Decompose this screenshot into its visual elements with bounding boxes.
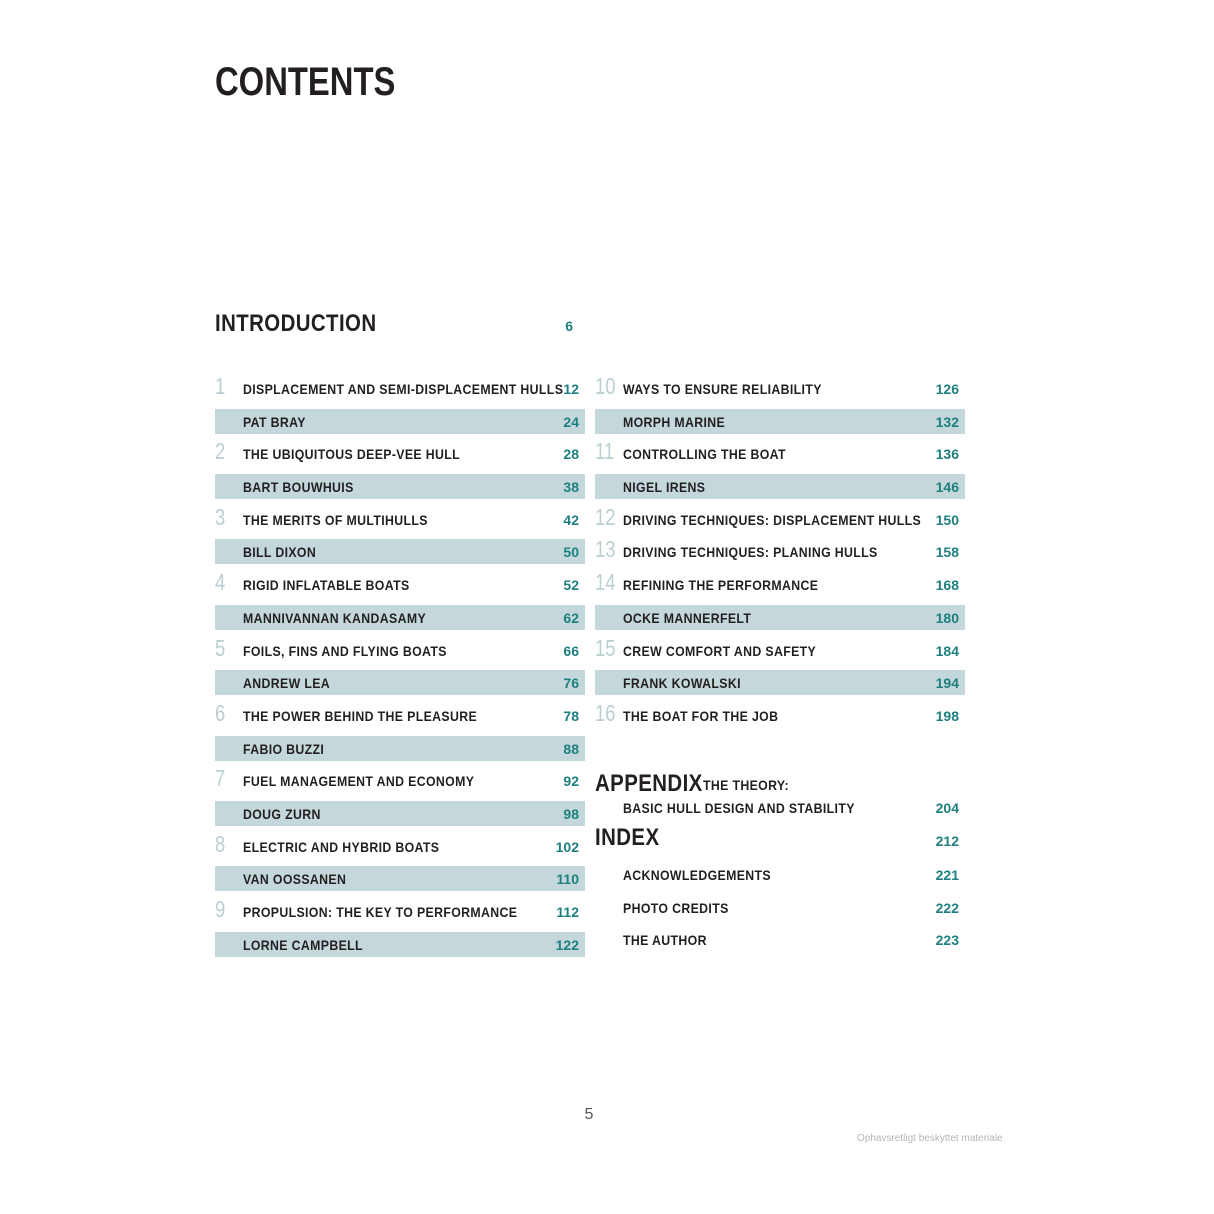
entry-page-number: 150 [935, 511, 959, 528]
toc-entry-chapter[interactable] [215, 830, 585, 859]
toc-entry-speaker[interactable] [595, 605, 965, 630]
entry-page-number: 184 [935, 642, 959, 659]
entry-label: THE BOAT FOR THE JOB [623, 707, 779, 724]
entry-label: ELECTRIC AND HYBRID BOATS [243, 838, 440, 855]
toc-entry-speaker[interactable] [215, 736, 585, 761]
toc-entry-chapter[interactable] [595, 536, 965, 564]
entry-page-number: 110 [556, 871, 579, 888]
entry-label: DRIVING TECHNIQUES: DISPLACEMENT HULLS [623, 511, 922, 528]
entry-label: DOUG ZURN [243, 805, 321, 822]
toc-entry-chapter[interactable] [595, 438, 965, 466]
chapter-number: 7 [215, 765, 226, 792]
index-label: INDEX [595, 824, 660, 851]
entry-page-number: 146 [935, 479, 959, 496]
chapter-number: 12 [595, 503, 616, 530]
toc-entry-speaker[interactable] [595, 670, 965, 695]
entry-label: FOILS, FINS AND FLYING BOATS [243, 642, 447, 659]
entry-page-number: 12 [563, 381, 579, 397]
appendix-sub-label: THE THEORY: [703, 777, 790, 793]
toc-entry-speaker[interactable] [215, 474, 585, 499]
toc-entry-chapter[interactable] [215, 699, 585, 728]
entry-page-number: 126 [935, 381, 959, 397]
chapter-number: 3 [215, 503, 226, 530]
entry-page-number: 52 [563, 577, 579, 594]
entry-label: FABIO BUZZI [243, 740, 325, 757]
toc-back-matter [595, 862, 965, 960]
toc-entry-chapter[interactable] [215, 634, 585, 663]
entry-label: REFINING THE PERFORMANCE [623, 577, 819, 594]
chapter-number: 6 [215, 699, 226, 726]
entry-page-number: 136 [935, 446, 959, 463]
appendix-page-number: 204 [935, 800, 959, 816]
chapter-number: 11 [595, 438, 615, 465]
toc-entry-chapter[interactable] [595, 569, 965, 597]
chapter-number: 4 [215, 569, 226, 596]
entry-label: BILL DIXON [243, 544, 317, 561]
entry-label: BART BOUWHUIS [243, 479, 354, 496]
toc-entry-speaker[interactable] [215, 670, 585, 695]
entry-page-number: 180 [935, 609, 959, 626]
chapter-number: 15 [595, 634, 616, 661]
toc-entry-speaker[interactable] [595, 409, 965, 434]
chapter-number: 5 [215, 634, 226, 661]
introduction-label: INTRODUCTION [215, 310, 377, 337]
toc-entry-chapter[interactable] [595, 699, 965, 728]
page-title: CONTENTS [215, 60, 396, 104]
toc-entry-speaker[interactable] [215, 409, 585, 434]
page-number: 5 [584, 1106, 594, 1123]
entry-page-number: 28 [563, 446, 579, 463]
toc-entry-chapter[interactable] [595, 862, 965, 887]
toc-entry-speaker[interactable] [215, 539, 585, 564]
appendix-sub-label-2: BASIC HULL DESIGN AND STABILITY [623, 800, 855, 816]
entry-page-number: 98 [563, 805, 579, 822]
chapter-number: 16 [595, 699, 616, 726]
entry-label: THE MERITS OF MULTIHULLS [243, 511, 428, 528]
entry-label: LORNE CAMPBELL [243, 936, 363, 953]
entry-page-number: 76 [563, 675, 579, 692]
entry-label: PAT BRAY [243, 413, 306, 430]
entry-label: RIGID INFLATABLE BOATS [243, 577, 410, 594]
toc-entry-index[interactable] [595, 824, 965, 854]
entry-page-number: 223 [935, 932, 959, 949]
entry-page-number: 42 [563, 511, 579, 528]
entry-page-number: 102 [555, 838, 579, 855]
chapter-number: 2 [215, 438, 226, 465]
entry-page-number: 194 [935, 675, 959, 692]
entry-page-number: 122 [555, 936, 579, 953]
toc-entry-chapter[interactable] [595, 373, 965, 401]
entry-label: THE UBIQUITOUS DEEP-VEE HULL [243, 446, 461, 463]
entry-label: PROPULSION: THE KEY TO PERFORMANCE [243, 904, 518, 920]
entry-label: THE POWER BEHIND THE PLEASURE [243, 707, 478, 724]
entry-page-number: 24 [563, 413, 579, 430]
introduction-page-number: 6 [565, 318, 573, 334]
entry-label: WAYS TO ENSURE RELIABILITY [623, 381, 822, 397]
entry-page-number: 66 [563, 642, 579, 659]
toc-left-column [215, 373, 585, 964]
entry-page-number: 198 [935, 707, 959, 724]
entry-page-number: 222 [935, 899, 959, 916]
entry-label: FUEL MANAGEMENT AND ECONOMY [243, 773, 475, 790]
chapter-number: 8 [215, 830, 226, 857]
toc-entry-chapter[interactable] [215, 765, 585, 793]
entry-label: DISPLACEMENT AND SEMI-DISPLACEMENT HULLS [243, 381, 564, 397]
toc-entry-introduction[interactable] [215, 308, 579, 342]
entry-page-number: 221 [935, 867, 959, 883]
entry-label: ANDREW LEA [243, 675, 331, 692]
watermark: Ophavsretligt beskyttet materiale [857, 1133, 1003, 1144]
entry-label: PHOTO CREDITS [623, 899, 729, 916]
chapter-number: 1 [215, 373, 226, 399]
toc-entry-speaker[interactable] [215, 801, 585, 826]
toc-entry-speaker[interactable] [215, 932, 585, 957]
entry-label: NIGEL IRENS [623, 479, 706, 496]
entry-label: OCKE MANNERFELT [623, 609, 752, 626]
entry-label: ACKNOWLEDGEMENTS [623, 867, 772, 883]
entry-page-number: 158 [935, 544, 959, 561]
toc-entry-chapter[interactable] [215, 503, 585, 532]
entry-label: FRANK KOWALSKI [623, 675, 741, 692]
entry-label: DRIVING TECHNIQUES: PLANING HULLS [623, 544, 878, 561]
entry-page-number: 112 [556, 904, 579, 920]
entry-label: CREW COMFORT AND SAFETY [623, 642, 817, 659]
entry-page-number: 50 [563, 544, 579, 561]
entry-page-number: 78 [563, 707, 579, 724]
toc-entry-speaker[interactable] [215, 605, 585, 630]
toc-entry-chapter[interactable] [215, 373, 585, 401]
entry-page-number: 38 [563, 479, 579, 496]
toc-entry-speaker[interactable] [215, 866, 585, 891]
chapter-number: 14 [595, 569, 616, 596]
index-page-number: 212 [935, 833, 959, 849]
toc-entry-chapter[interactable] [595, 503, 965, 532]
toc-entry-chapter[interactable] [215, 896, 585, 924]
chapter-number: 13 [595, 536, 616, 563]
entry-page-number: 62 [563, 609, 579, 626]
chapter-number: 10 [595, 373, 616, 399]
entry-label: VAN OOSSANEN [243, 871, 347, 888]
toc-entry-speaker[interactable] [595, 474, 965, 499]
entry-label: CONTROLLING THE BOAT [623, 446, 786, 463]
appendix-label: APPENDIX [595, 770, 703, 797]
toc-entry-chapter[interactable] [215, 438, 585, 466]
toc-right-column [595, 373, 965, 736]
entry-label: THE AUTHOR [623, 932, 707, 949]
entry-page-number: 132 [935, 413, 959, 430]
entry-page-number: 92 [563, 773, 579, 790]
entry-label: MANNIVANNAN KANDASAMY [243, 609, 427, 626]
entry-page-number: 88 [563, 740, 579, 757]
toc-entry-chapter[interactable] [595, 927, 965, 952]
toc-entry-chapter[interactable] [215, 569, 585, 597]
toc-entry-chapter[interactable] [595, 634, 965, 663]
chapter-number: 9 [215, 896, 226, 922]
toc-entry-chapter[interactable] [595, 895, 965, 920]
entry-page-number: 168 [935, 577, 959, 594]
entry-label: MORPH MARINE [623, 413, 726, 430]
